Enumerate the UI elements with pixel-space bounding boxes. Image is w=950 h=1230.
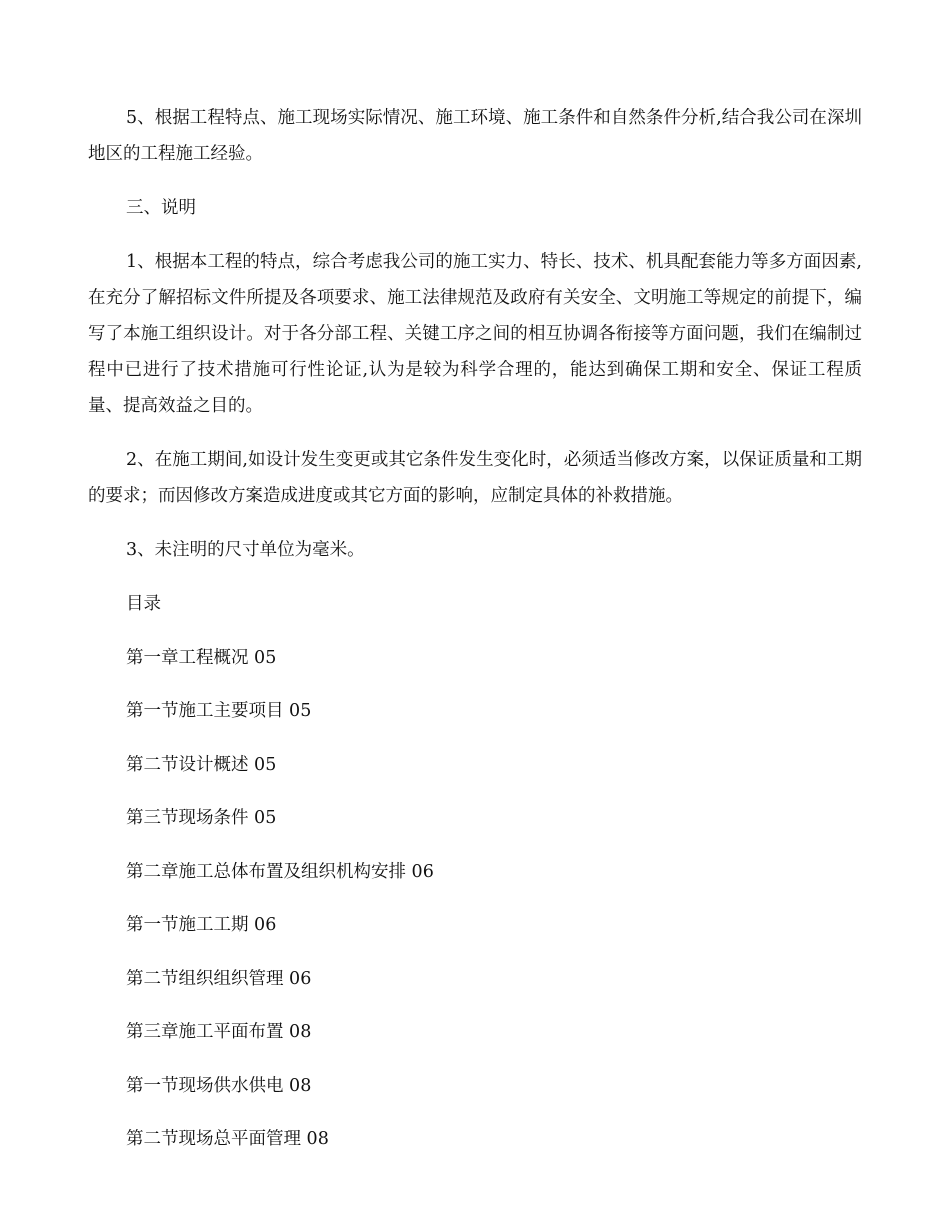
toc-item: 第一章工程概况 05: [126, 647, 277, 668]
paragraph-5: 5、根据工程特点、施工现场实际情况、施工环境、施工条件和自然条件分析,结合我公司在深圳地区的工程施工经验。: [88, 108, 862, 164]
section-heading-explanation: 三、说明: [126, 198, 196, 218]
table-of-contents: [88, 586, 862, 1157]
toc-item: 第一节施工主要项目 05: [126, 701, 312, 721]
toc-item: 第二节设计概述 05: [126, 754, 277, 775]
toc-item: 第一节施工工期 06: [126, 915, 277, 935]
toc-item: 第三章施工平面布置 08: [126, 1022, 312, 1042]
toc-item: 第二节现场总平面管理 08: [126, 1129, 329, 1149]
paragraph-1: 1、根据本工程的特点，综合考虑我公司的施工实力、特长、技术、机具配套能力等多方面因素,在充分了解招标文件所提及各项要求、施工法律规范及政府有关安全、文明施工等规定的前提下，编写了本施工组织设计。对于各分部工程、关键工序之间的相互协调各衔接等方面问题，我们在编制过程中已进行了技术措施可行性论证,认为是较为科学合理的，能达到确保工期和安全、保证工程质量、提高效益之目的。: [88, 252, 862, 416]
toc-item: 第二节组织组织管理 06: [126, 968, 312, 989]
toc-item: 第一节现场供水供电 08: [126, 1075, 312, 1096]
toc-title: 目录: [126, 594, 161, 614]
toc-item: 第三节现场条件 05: [126, 808, 277, 828]
paragraph-3: 3、未注明的尺寸单位为毫米。: [126, 540, 365, 560]
paragraph-2: 2、在施工期间,如设计发生变更或其它条件发生变化时，必须适当修改方案，以保证质量和工期的要求；而因修改方案造成进度或其它方面的影响，应制定具体的补救措施。: [88, 450, 862, 506]
toc-list: [88, 640, 862, 1158]
toc-item: 第二章施工总体布置及组织机构安排 06: [126, 861, 434, 882]
